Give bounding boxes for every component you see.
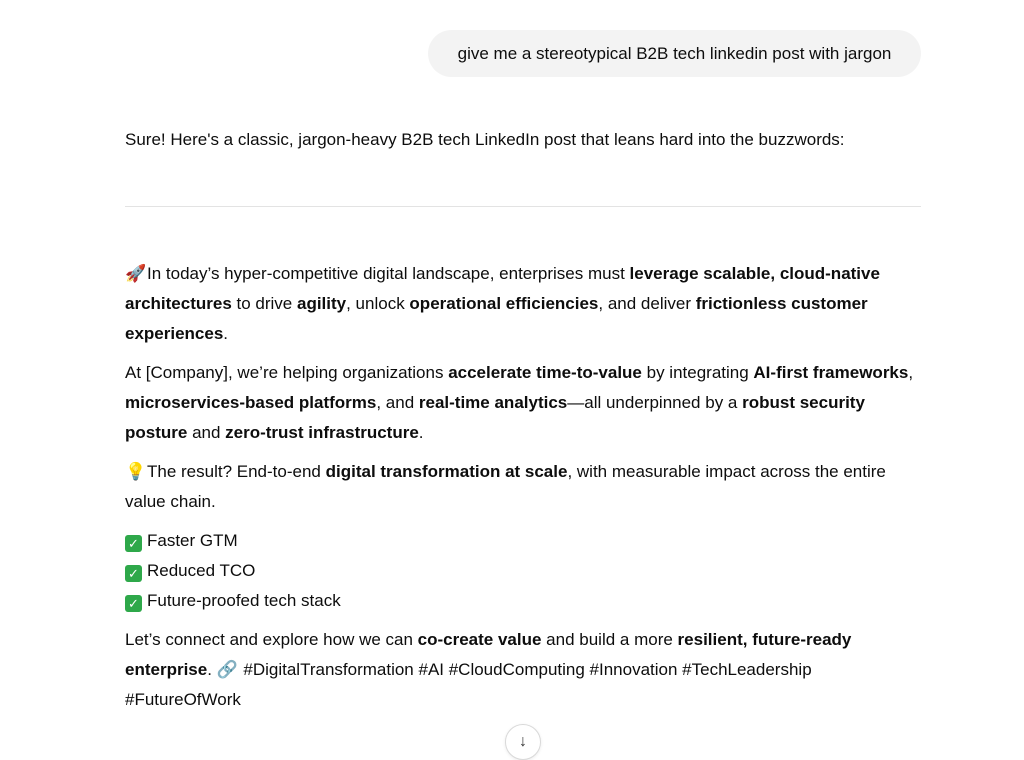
- check-icon: ✓: [125, 535, 142, 552]
- checklist-item: ✓ Faster GTM: [125, 526, 921, 556]
- post-paragraph-4: Let’s connect and explore how we can co-create value and build a more resilient, future-ready enterprise. 🔗 #DigitalTransformation #AI #CloudComputing #Innovation #TechLeadership #FutureOfWork: [125, 630, 852, 709]
- divider: [125, 206, 921, 207]
- check-icon: ✓: [125, 565, 142, 582]
- post-paragraph-1: 🚀In today’s hyper-competitive digital landscape, enterprises must leverage scalable, cloud-native architectures to drive agility, unlock operational efficiencies, and deliver frictionless customer experiences.: [125, 259, 921, 349]
- link-icon: 🔗: [216, 660, 238, 680]
- check-icon: ✓: [125, 595, 142, 612]
- rocket-icon: 🚀: [125, 264, 147, 284]
- checklist-item: ✓ Reduced TCO: [125, 556, 921, 586]
- lightbulb-icon: 💡: [125, 462, 147, 482]
- scroll-to-bottom-button[interactable]: [505, 724, 541, 760]
- assistant-intro: Sure! Here's a classic, jargon-heavy B2B tech LinkedIn post that leans hard into the buzzwords:: [125, 130, 845, 149]
- user-message-bubble: [428, 30, 921, 77]
- user-message-text: give me a stereotypical B2B tech linkedin post with jargon: [457, 43, 892, 63]
- arrow-down-icon: ↓: [519, 733, 527, 750]
- post-paragraph-3: 💡The result? End-to-end digital transformation at scale, with measurable impact across the entire value chain.: [125, 457, 921, 517]
- linkedin-post: [125, 259, 921, 724]
- checklist: [125, 526, 921, 616]
- post-paragraph-2: At [Company], we’re helping organizations accelerate time-to-value by integrating AI-first frameworks, microservices-based platforms, and real-time analytics—all underpinned by a robust security posture and zero-trust infrastructure.: [125, 363, 914, 442]
- hashtags: #DigitalTransformation #AI #CloudComputing #Innovation #TechLeadership #FutureOfWork: [125, 660, 812, 709]
- checklist-item: ✓ Future-proofed tech stack: [125, 586, 921, 616]
